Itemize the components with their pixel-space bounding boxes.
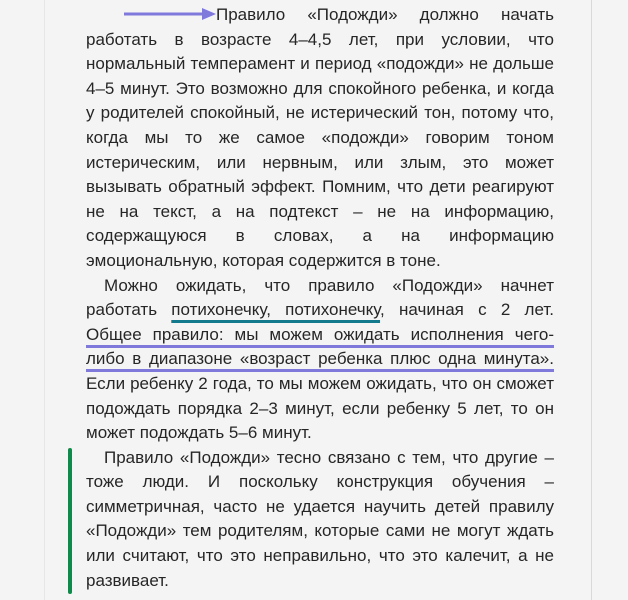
margin-highlight-bar: [68, 448, 72, 594]
page-right-edge: [591, 0, 592, 600]
paragraph-2-part-1: Можно ожидать, что правило «Подожди» начнет работать: [86, 275, 554, 320]
purple-highlight: Общее правило: мы можем ожидать исполнения чего-либо в диапазоне «возраст ребенка плюс одна минута».: [86, 324, 554, 369]
page-left-edge: [44, 0, 45, 600]
paragraph-1: Правило «Подожди» должно начать работать в возрасте 4–4,5 лет, при условии, что нормальный темперамент и период «подожди» не дольше 4–5 минут. Это возможно для спокойного ребенка, и когда у родителей спокойный, не истерический тон, потому что, когда мы то же самое «подожди» говорим тоном истерическим, или нервным, или злым, это может вызывать обратный эффект. Помним, что дети реагируют не на текст, а на подтекст – не на информацию, содержащуюся в словах, а на информацию эмоциональную, которая содержится в тоне.: [86, 5, 554, 270]
teal-highlight: потихонечку, потихонечку: [171, 300, 381, 320]
paragraph-2: [86, 274, 554, 446]
paragraph-2-part-3: Если ребенку 2 года, то мы можем ожидать, что он сможет подождать порядка 2–3 минут, если ребенку 5 лет, то он может подождать 5–6 минут.: [86, 373, 554, 443]
paragraph-2-part-2: , начиная с 2 лет.: [380, 300, 554, 320]
paragraph-3: Правило «Подожди» тесно связано с тем, что другие – тоже люди. И поскольку конструкция обучения – симметричная, часто не удается научить детей правилу «Подожди» тем родителям, которые сами не могут ждать или считают, что это неправильно, что это калечит, а не развивает.: [86, 447, 554, 590]
text-body: [86, 3, 554, 593]
